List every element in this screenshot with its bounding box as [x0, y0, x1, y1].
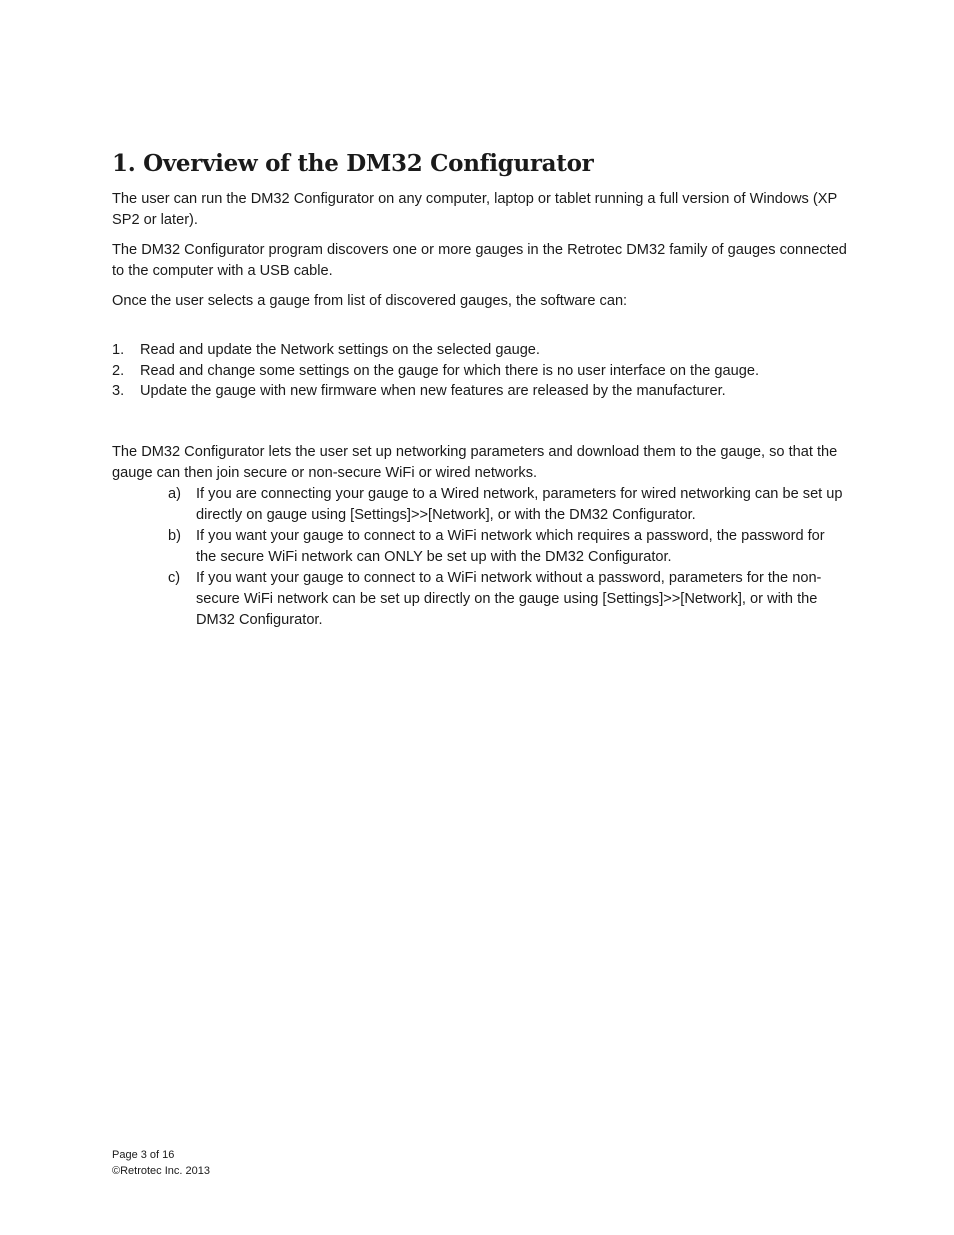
networking-options-list	[112, 484, 847, 631]
list-marker: a)	[168, 485, 181, 502]
page-content	[112, 148, 847, 631]
list-marker: 1.	[112, 342, 125, 358]
capabilities-list	[112, 340, 847, 402]
list-marker: b)	[168, 527, 181, 544]
list-item-text: Read and change some settings on the gauge for which there is no user interface on the gauge.	[140, 362, 760, 379]
intro-paragraph-3: Once the user selects a gauge from list of discovered gauges, the software can:	[112, 293, 628, 309]
list-item	[112, 568, 847, 631]
list-marker: c)	[168, 569, 181, 586]
page-number: Page 3 of 16	[112, 1149, 175, 1161]
intro-paragraph-1: The user can run the DM32 Configurator on any computer, laptop or tablet running a full version of Windows (XP SP2 or later).	[112, 191, 837, 228]
intro-paragraph-2: The DM32 Configurator program discovers one or more gauges in the Retrotec DM32 family of gauges connected to the computer with a USB cable.	[112, 242, 847, 279]
list-item	[112, 484, 847, 526]
list-item	[112, 381, 847, 402]
list-item-text: If you want your gauge to connect to a WiFi network which requires a password, the password for the secure WiFi network can ONLY be set up with the DM32 Configurator.	[196, 527, 825, 565]
networking-paragraph: The DM32 Configurator lets the user set up networking parameters and download them to the gauge, so that the gauge can then join secure or non-secure WiFi or wired networks.	[112, 443, 838, 481]
list-item	[112, 340, 847, 361]
list-item	[112, 526, 847, 568]
list-item-text: If you want your gauge to connect to a WiFi network without a password, parameters for the non-secure WiFi network can be set up directly on the gauge using [Settings]>>[Network], or with the DM32 Configurator.	[196, 569, 822, 628]
list-item-text: Read and update the Network settings on the selected gauge.	[140, 342, 540, 358]
copyright-notice: ©Retrotec Inc. 2013	[112, 1165, 210, 1177]
page-footer	[112, 1147, 210, 1179]
list-marker: 3.	[112, 383, 125, 399]
list-marker: 2.	[112, 362, 125, 379]
section-heading: 1. Overview of the DM32 Configurator	[112, 150, 594, 177]
list-item	[112, 361, 847, 382]
list-item-text: Update the gauge with new firmware when new features are released by the manufacturer.	[140, 383, 726, 399]
list-item-text: If you are connecting your gauge to a Wired network, parameters for wired networking can be set up directly on gauge using [Settings]>>[Network], or with the DM32 Configurator.	[196, 485, 843, 523]
